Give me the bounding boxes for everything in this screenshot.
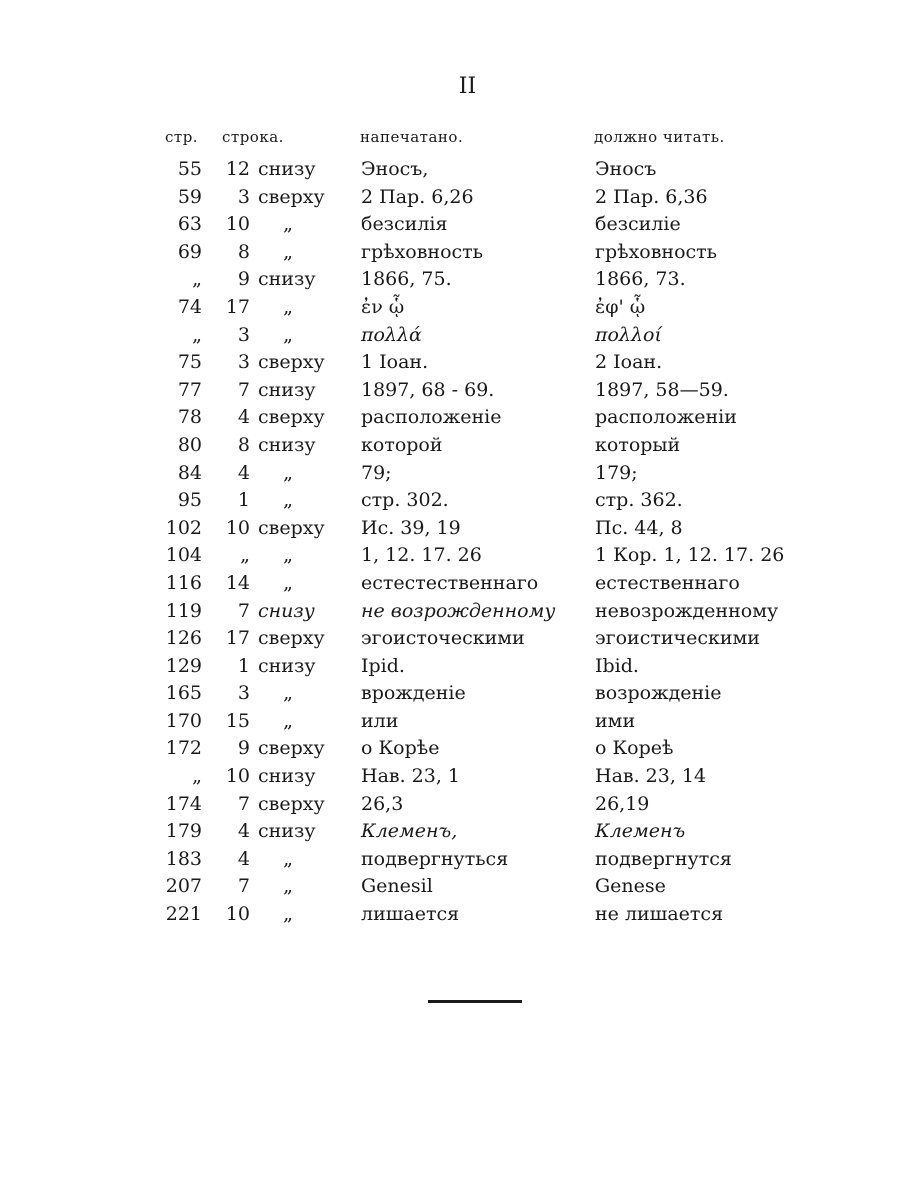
- cell-printed: безсилія: [361, 213, 448, 236]
- table-row: [0, 184, 900, 212]
- cell-page: 55: [177, 158, 202, 180]
- table-row: [0, 625, 900, 653]
- cell-correct: не лишается: [595, 903, 724, 926]
- cell-direction: снизу: [258, 433, 316, 456]
- cell-printed: ἐν ᾧ: [361, 295, 405, 318]
- cell-page: 75: [177, 351, 202, 374]
- table-row: [0, 873, 900, 901]
- header-line: строка.: [222, 128, 284, 146]
- cell-line: 8: [237, 240, 250, 263]
- cell-correct: 1 Кор. 1, 12. 17. 26: [595, 544, 785, 567]
- cell-page: „: [192, 323, 202, 346]
- cell-page: 84: [177, 461, 202, 484]
- cell-line: 1: [237, 654, 250, 677]
- cell-direction: сверху: [258, 627, 325, 650]
- cell-page: 63: [177, 213, 202, 236]
- cell-line: 4: [237, 461, 250, 484]
- cell-line: 7: [237, 378, 250, 401]
- cell-direction: „: [283, 682, 293, 705]
- cell-page: 102: [165, 516, 202, 539]
- cell-printed: Эносъ,: [361, 158, 429, 180]
- cell-correct: 2 Пар. 6,36: [595, 185, 708, 208]
- cell-correct: πολλοί: [595, 323, 662, 346]
- cell-line: 1: [237, 489, 250, 512]
- cell-direction: сверху: [258, 792, 325, 815]
- cell-direction: „: [283, 875, 293, 898]
- cell-line: 17: [225, 627, 250, 650]
- table-row: [0, 598, 900, 626]
- cell-line: 10: [225, 516, 250, 539]
- table-row: [0, 239, 900, 267]
- cell-line: 15: [225, 709, 250, 732]
- cell-line: 17: [225, 295, 250, 318]
- cell-printed: Клеменъ,: [361, 820, 458, 843]
- cell-direction: сверху: [258, 406, 325, 429]
- cell-printed: врожденіе: [361, 682, 466, 705]
- cell-direction: „: [283, 295, 293, 318]
- table-row: [0, 156, 900, 184]
- cell-line: 4: [237, 406, 250, 429]
- cell-direction: сверху: [258, 351, 325, 374]
- cell-page: 77: [177, 378, 202, 401]
- table-row: [0, 818, 900, 846]
- cell-page: 69: [177, 240, 202, 263]
- cell-page: 95: [177, 489, 202, 512]
- table-row: [0, 211, 900, 239]
- cell-direction: сверху: [258, 185, 325, 208]
- cell-correct: Genese: [595, 875, 666, 898]
- table-row: [0, 515, 900, 543]
- cell-correct: 2 Іоан.: [595, 351, 663, 374]
- cell-printed: 2 Пар. 6,26: [361, 185, 474, 208]
- cell-correct: который: [595, 433, 681, 456]
- cell-correct: 26,19: [595, 792, 650, 815]
- table-row: [0, 901, 900, 929]
- cell-line: 14: [225, 571, 250, 594]
- cell-page: 174: [165, 792, 202, 815]
- cell-direction: „: [283, 571, 293, 594]
- cell-printed: Ipid.: [361, 654, 405, 677]
- cell-printed: 1897, 68 - 69.: [361, 378, 495, 401]
- table-row: [0, 680, 900, 708]
- header-printed: напечатано.: [360, 128, 464, 146]
- errata-rows: [0, 156, 900, 929]
- table-row: [0, 542, 900, 570]
- cell-correct: Ibid.: [595, 654, 639, 677]
- cell-line: 4: [237, 847, 250, 870]
- cell-page: 165: [165, 682, 202, 705]
- cell-printed: грѣховность: [361, 240, 484, 263]
- cell-direction: „: [283, 240, 293, 263]
- cell-page: „: [192, 268, 202, 291]
- table-row: [0, 460, 900, 488]
- cell-correct: расположеніи: [595, 406, 737, 429]
- cell-direction: снизу: [258, 599, 315, 622]
- cell-correct: Эносъ: [595, 158, 657, 180]
- cell-correct: ими: [595, 709, 636, 732]
- cell-page: 179: [165, 820, 202, 843]
- table-header: [0, 128, 900, 152]
- cell-correct: о Кореѣ: [595, 737, 674, 760]
- cell-direction: сверху: [258, 737, 325, 760]
- cell-correct: Пс. 44, 8: [595, 516, 683, 539]
- cell-direction: снизу: [258, 158, 316, 180]
- page-number: II: [458, 74, 477, 99]
- cell-printed: которой: [361, 433, 443, 456]
- cell-page: 80: [177, 433, 202, 456]
- cell-correct: подвергнутся: [595, 847, 732, 870]
- cell-correct: возрожденіе: [595, 682, 722, 705]
- table-row: [0, 349, 900, 377]
- cell-direction: снизу: [258, 654, 316, 677]
- cell-page: „: [192, 765, 202, 788]
- cell-correct: 1897, 58—59.: [595, 378, 729, 401]
- cell-printed: Genesil: [361, 875, 433, 898]
- cell-correct: Нав. 23, 14: [595, 765, 707, 788]
- cell-page: 170: [165, 709, 202, 732]
- cell-page: 126: [165, 627, 202, 650]
- cell-direction: „: [283, 709, 293, 732]
- cell-direction: „: [283, 847, 293, 870]
- cell-printed: 79;: [361, 461, 392, 484]
- cell-line: 3: [237, 323, 250, 346]
- cell-page: 116: [165, 571, 202, 594]
- cell-page: 78: [177, 406, 202, 429]
- cell-correct: 179;: [595, 461, 638, 484]
- cell-direction: „: [283, 461, 293, 484]
- cell-line: 7: [237, 599, 250, 622]
- cell-printed: эгоисточескими: [361, 627, 525, 650]
- cell-correct: грѣховность: [595, 240, 718, 263]
- cell-printed: подвергнуться: [361, 847, 509, 870]
- cell-line: 4: [237, 820, 250, 843]
- cell-printed: 1, 12. 17. 26: [361, 544, 482, 567]
- cell-direction: „: [283, 489, 293, 512]
- cell-printed: πολλά: [361, 323, 422, 346]
- cell-direction: сверху: [258, 516, 325, 539]
- cell-page: 74: [177, 295, 202, 318]
- table-row: [0, 735, 900, 763]
- cell-printed: стр. 302.: [361, 489, 449, 512]
- cell-correct: естественнаго: [595, 571, 740, 594]
- cell-direction: снизу: [258, 765, 316, 788]
- cell-correct: невозрожденному: [595, 599, 779, 622]
- cell-line: 8: [237, 433, 250, 456]
- table-row: [0, 570, 900, 598]
- cell-page: 119: [165, 599, 202, 622]
- table-row: [0, 266, 900, 294]
- cell-direction: „: [283, 213, 293, 236]
- cell-page: 129: [165, 654, 202, 677]
- cell-printed: 1866, 75.: [361, 268, 452, 291]
- cell-printed: 26,3: [361, 792, 404, 815]
- header-correct: должно читать.: [594, 128, 725, 146]
- end-rule: [428, 1000, 522, 1003]
- cell-correct: безсиліе: [595, 213, 681, 236]
- cell-page: 183: [165, 847, 202, 870]
- table-row: [0, 846, 900, 874]
- table-row: [0, 791, 900, 819]
- cell-line: 12: [225, 158, 250, 180]
- cell-printed: о Корѣе: [361, 737, 440, 760]
- cell-printed: расположеніе: [361, 406, 502, 429]
- cell-page: 104: [165, 544, 202, 567]
- cell-printed: лишается: [361, 903, 460, 926]
- table-row: [0, 322, 900, 350]
- table-row: [0, 377, 900, 405]
- cell-page: 59: [177, 185, 202, 208]
- cell-line: 7: [237, 875, 250, 898]
- table-row: [0, 294, 900, 322]
- errata-table: [0, 128, 900, 926]
- table-row: [0, 763, 900, 791]
- cell-correct: стр. 362.: [595, 489, 683, 512]
- cell-line: 3: [237, 185, 250, 208]
- cell-direction: снизу: [258, 820, 316, 843]
- cell-direction: „: [283, 323, 293, 346]
- cell-line: „: [240, 544, 250, 567]
- cell-direction: снизу: [258, 378, 316, 401]
- cell-line: 3: [237, 682, 250, 705]
- header-page: стр.: [165, 128, 199, 146]
- cell-page: 221: [165, 903, 202, 926]
- cell-printed: Нав. 23, 1: [361, 765, 461, 788]
- cell-direction: снизу: [258, 268, 316, 291]
- cell-page: 207: [165, 875, 202, 898]
- cell-correct: эгоистическими: [595, 627, 760, 650]
- cell-line: 10: [225, 903, 250, 926]
- cell-printed: или: [361, 709, 399, 732]
- cell-line: 3: [237, 351, 250, 374]
- table-row: [0, 653, 900, 681]
- cell-correct: Клеменъ: [595, 820, 686, 843]
- cell-line: 9: [237, 268, 250, 291]
- cell-direction: „: [283, 903, 293, 926]
- table-row: [0, 432, 900, 460]
- cell-line: 10: [225, 765, 250, 788]
- cell-printed: естестественнаго: [361, 571, 539, 594]
- cell-printed: не возрожденному: [361, 599, 556, 622]
- cell-page: 172: [165, 737, 202, 760]
- cell-line: 7: [237, 792, 250, 815]
- cell-line: 10: [225, 213, 250, 236]
- cell-printed: Ис. 39, 19: [361, 516, 461, 539]
- table-row: [0, 404, 900, 432]
- table-row: [0, 487, 900, 515]
- cell-correct: ἐφ' ᾧ: [595, 295, 646, 318]
- cell-printed: 1 Іоан.: [361, 351, 429, 374]
- table-row: [0, 708, 900, 736]
- cell-correct: 1866, 73.: [595, 268, 686, 291]
- cell-direction: „: [283, 544, 293, 567]
- cell-line: 9: [237, 737, 250, 760]
